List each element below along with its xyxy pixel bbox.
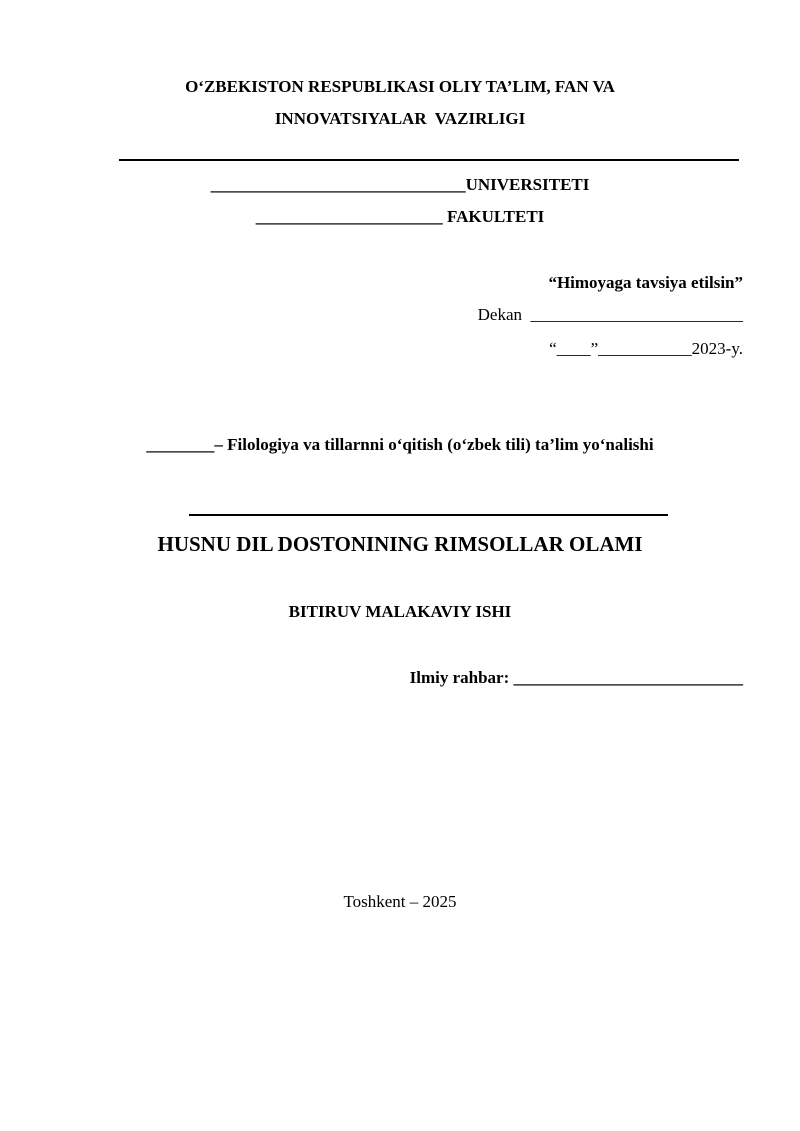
- ministry-line-1: O‘ZBEKISTON RESPUBLIKASI OLIY TA’LIM, FAN VA: [185, 77, 615, 96]
- title-divider: [189, 514, 668, 516]
- ministry-line-2: INNOVATSIYALAR VAZIRLIGI: [274, 109, 526, 128]
- dean-signature-line: Dekan _________________________: [477, 305, 743, 324]
- thesis-title: HUSNU DIL DOSTONINING RIMSOLLAR OLAMI: [157, 532, 643, 556]
- place-year: Toshkent – 2025: [343, 892, 457, 911]
- approval-heading: “Himoyaga tavsiya etilsin”: [548, 273, 743, 292]
- supervisor-blank: ___________________________: [513, 668, 743, 687]
- study-direction: ________– Filologiya va tillarnni o‘qitish (o‘zbek tili) ta’lim yo‘nalishi: [146, 435, 654, 454]
- university-line: ______________________________UNIVERSITETI: [210, 175, 590, 194]
- approval-date-line: “____”___________2023-y.: [549, 339, 743, 358]
- supervisor-line: [410, 668, 743, 688]
- faculty-line: ______________________ FAKULTETI: [255, 207, 545, 226]
- supervisor-label: Ilmiy rahbar:: [409, 668, 514, 687]
- header-divider: [119, 159, 739, 161]
- thesis-type: BITIRUV MALAKAVIY ISHI: [288, 602, 512, 621]
